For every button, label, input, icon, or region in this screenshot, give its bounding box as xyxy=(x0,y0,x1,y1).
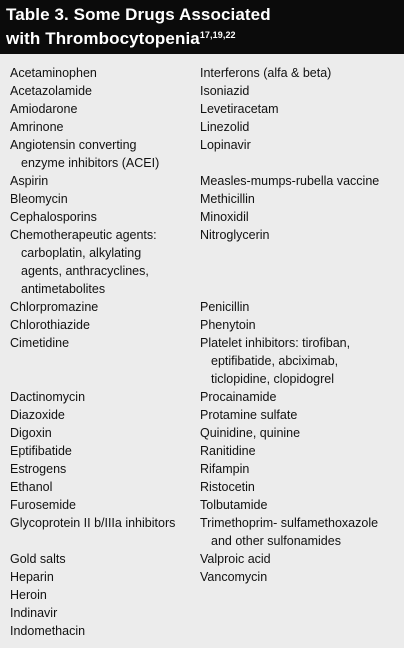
drug-name: Vancomycin xyxy=(200,570,268,584)
right-drug-entry xyxy=(200,298,249,316)
left-drug-entry xyxy=(10,514,175,550)
table-title-text: with Thrombocytopenia xyxy=(6,29,200,48)
drug-name: Bleomycin xyxy=(10,192,68,206)
drug-name: Heparin xyxy=(10,570,54,584)
right-drug-entry xyxy=(200,568,267,586)
drug-name-continuation: antimetabolites xyxy=(21,282,106,296)
right-drug-entry xyxy=(200,388,276,406)
drug-name: Digoxin xyxy=(10,426,52,440)
left-drug-entry xyxy=(10,550,66,568)
drug-name: Quinidine, quinine xyxy=(200,426,301,440)
left-drug-entry xyxy=(10,208,97,226)
drug-name: Rifampin xyxy=(200,462,250,476)
right-drug-entry xyxy=(200,316,256,334)
drug-name: Measles-mumps-rubella vaccine xyxy=(200,174,380,188)
reference-superscript: 17,19,22 xyxy=(199,30,236,40)
left-drug-entry xyxy=(10,298,98,316)
left-drug-entry xyxy=(10,604,57,622)
drug-name: Cimetidine xyxy=(10,336,70,350)
drug-name: Protamine sulfate xyxy=(200,408,298,422)
drug-name: Acetazolamide xyxy=(10,84,92,98)
left-drug-entry xyxy=(10,460,66,478)
drug-name: Interferons (alfa & beta) xyxy=(200,66,332,80)
right-drug-entry xyxy=(200,550,271,568)
left-drug-entry xyxy=(10,316,90,334)
drug-name: Nitroglycerin xyxy=(200,228,270,242)
drug-name: Chemotherapeutic agents: xyxy=(10,228,157,242)
drug-name: Chlorothiazide xyxy=(10,318,90,332)
drug-name: Procainamide xyxy=(200,390,277,404)
drug-name: Chlorpromazine xyxy=(10,300,99,314)
drug-name: Eptifibatide xyxy=(10,444,72,458)
table-header xyxy=(0,0,404,54)
right-drug-entry xyxy=(200,424,300,442)
right-drug-entry xyxy=(200,478,255,496)
right-drug-entry xyxy=(200,100,279,118)
drug-name: Ranitidine xyxy=(200,444,256,458)
drug-name: Platelet inhibitors: tirofiban, xyxy=(200,336,351,350)
drug-name: Valproic acid xyxy=(200,552,271,566)
right-drug-entry xyxy=(200,514,378,550)
drug-name-continuation: agents, anthracyclines, xyxy=(21,264,149,278)
drug-name: Amrinone xyxy=(10,120,64,134)
drug-name: Penicillin xyxy=(200,300,250,314)
left-drug-entry xyxy=(10,100,77,118)
left-drug-entry xyxy=(10,478,52,496)
drug-name: Dactinomycin xyxy=(10,390,86,404)
drug-name: Aspirin xyxy=(10,174,49,188)
drug-name: Minoxidil xyxy=(200,210,249,224)
drug-name: Amiodarone xyxy=(10,102,78,116)
drug-name: Methicillin xyxy=(200,192,255,206)
drug-name: Lopinavir xyxy=(200,138,251,152)
right-drug-entry xyxy=(200,118,249,136)
drug-name-continuation: eptifibatide, abciximab, xyxy=(211,354,339,368)
left-drug-entry xyxy=(10,424,52,442)
drug-name: Diazoxide xyxy=(10,408,65,422)
drug-name: Isoniazid xyxy=(200,84,250,98)
right-drug-entry xyxy=(200,64,331,82)
right-drug-entry xyxy=(200,334,350,388)
drug-name-continuation: and other sulfonamides xyxy=(211,534,341,548)
right-drug-entry xyxy=(200,406,297,424)
drug-name: Heroin xyxy=(10,588,47,602)
drug-name: Gold salts xyxy=(10,552,66,566)
left-drug-entry xyxy=(10,64,97,82)
left-drug-entry xyxy=(10,190,68,208)
left-drug-entry xyxy=(10,568,54,586)
right-drug-entry xyxy=(200,136,251,172)
left-drug-entry xyxy=(10,496,76,514)
drug-name: Indinavir xyxy=(10,606,58,620)
table-title-line-2 xyxy=(6,25,398,49)
drug-name: Levetiracetam xyxy=(200,102,279,116)
right-drug-entry xyxy=(200,226,269,298)
drug-name: Estrogens xyxy=(10,462,67,476)
left-drug-entry xyxy=(10,136,159,172)
drug-name: Ristocetin xyxy=(200,480,255,494)
drug-name: Tolbutamide xyxy=(200,498,268,512)
drug-name: Glycoprotein II b/IIIa inhibitors xyxy=(10,516,176,530)
drug-name: Cephalosporins xyxy=(10,210,97,224)
drug-name-continuation: enzyme inhibitors (ACEI) xyxy=(21,156,160,170)
drug-name: Trimethoprim- sulfamethoxazole xyxy=(200,516,379,530)
left-drug-entry xyxy=(10,226,157,298)
right-drug-entry xyxy=(200,172,379,190)
drug-name-continuation: ticlopidine, clopidogrel xyxy=(211,372,334,386)
left-drug-entry xyxy=(10,586,47,604)
drug-name: Acetaminophen xyxy=(10,66,97,80)
left-drug-entry xyxy=(10,406,65,424)
right-drug-entry xyxy=(200,82,249,100)
right-drug-entry xyxy=(200,190,255,208)
drug-name: Indomethacin xyxy=(10,624,86,638)
drug-name: Phenytoin xyxy=(200,318,256,332)
right-drug-entry xyxy=(200,496,267,514)
drug-name-continuation: carboplatin, alkylating xyxy=(21,246,142,260)
left-drug-entry xyxy=(10,172,48,190)
left-drug-entry xyxy=(10,388,85,406)
right-drug-entry xyxy=(200,208,249,226)
left-drug-entry xyxy=(10,442,72,460)
left-drug-entry xyxy=(10,622,85,640)
left-drug-entry xyxy=(10,82,92,100)
drug-name: Furosemide xyxy=(10,498,76,512)
table-title-line-1: Table 3. Some Drugs Associated xyxy=(6,5,271,24)
drug-name: Linezolid xyxy=(200,120,250,134)
left-drug-entry xyxy=(10,334,69,388)
drug-name: Angiotensin converting xyxy=(10,138,137,152)
right-drug-entry xyxy=(200,442,256,460)
left-drug-entry xyxy=(10,118,64,136)
right-drug-entry xyxy=(200,460,249,478)
drug-name: Ethanol xyxy=(10,480,53,494)
